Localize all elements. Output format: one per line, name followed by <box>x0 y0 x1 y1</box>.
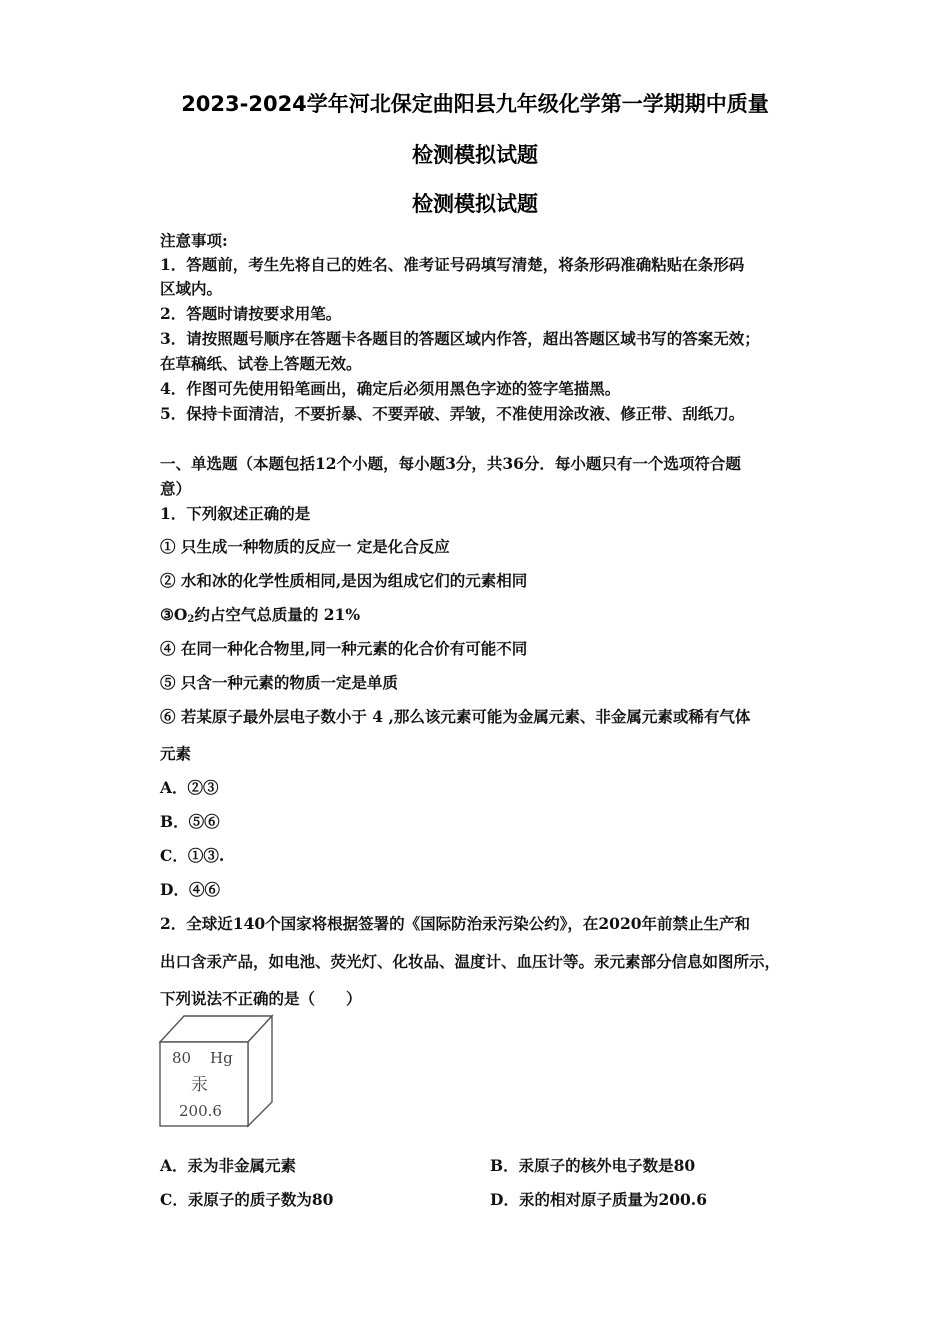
q1-statement-1: ① 只生成一种物质的反应一 定是化合反应 <box>160 537 450 556</box>
mercury-element-cube <box>158 1014 274 1130</box>
section-heading-b: 意） <box>160 479 192 498</box>
q1-option-b: B．⑤⑥ <box>160 812 220 831</box>
element-symbol: Hg <box>210 1049 233 1067</box>
exam-title-line1: 2023-2024学年河北保定曲阳县九年级化学第一学期期中质量 <box>181 92 769 116</box>
q1-statement-6a: ⑥ 若某原子最外层电子数小于 4 ,那么该元素可能为金属元素、非金属元素或稀有气体 <box>160 707 751 726</box>
exam-title-line2: 检测模拟试题 <box>412 143 538 167</box>
element-name: 汞 <box>191 1075 208 1095</box>
notice-line-1a: 1．答题前，考生先将自己的姓名、准考证号码填写清楚，将条形码准确粘贴在条形码 <box>160 255 745 274</box>
q1-statement-3-post: 约占空气总质量的 21% <box>194 605 361 624</box>
q1-option-a: A．②③ <box>160 778 219 797</box>
q2-stem-a: 2．全球近140个国家将根据签署的《国际防治汞污染公约》，在2020年前禁止生产和 <box>160 914 751 933</box>
section-heading-a: 一、单选题（本题包括12个小题，每小题3分，共36分．每小题只有一个选项符合题 <box>160 454 741 473</box>
element-atomic-number: 80 <box>172 1049 192 1067</box>
q1-statement-3 <box>160 603 360 625</box>
q1-statement-4: ④ 在同一种化合物里,同一种元素的化合价有可能不同 <box>160 639 528 658</box>
q1-stem: 1．下列叙述正确的是 <box>160 504 311 523</box>
q1-statement-2: ② 水和冰的化学性质相同,是因为组成它们的元素相同 <box>160 571 528 590</box>
q1-statement-3-sub: 2 <box>187 614 195 625</box>
notice-line-4: 4．作图可先使用铅笔画出，确定后必须用黑色字迹的签字笔描黑。 <box>160 379 621 398</box>
exam-title-line3: 检测模拟试题 <box>412 192 538 216</box>
notice-line-1b: 区域内。 <box>160 279 223 298</box>
notice-heading: 注意事项: <box>160 231 228 250</box>
q2-stem-b: 出口含汞产品，如电池、荧光灯、化妆品、温度计、血压计等。汞元素部分信息如图所示， <box>160 952 781 971</box>
q2-option-a: A．汞为非金属元素 <box>160 1156 297 1175</box>
q2-stem-c: 下列说法不正确的是（ ） <box>160 989 362 1008</box>
q1-statement-6b: 元素 <box>160 744 192 763</box>
element-cube-graphic <box>158 1014 274 1130</box>
q1-option-d: D．④⑥ <box>160 880 220 899</box>
q1-statement-3-pre: ③O <box>160 605 188 624</box>
notice-line-3b: 在草稿纸、试卷上答题无效。 <box>160 354 362 373</box>
element-atomic-mass: 200.6 <box>179 1102 222 1120</box>
q1-statement-5: ⑤ 只含一种元素的物质一定是单质 <box>160 673 398 692</box>
notice-line-5: 5．保持卡面清洁，不要折暴、不要弄破、弄皱，不准使用涂改液、修正带、刮纸刀。 <box>160 404 745 423</box>
q2-option-c: C．汞原子的质子数为80 <box>160 1190 334 1209</box>
q2-option-d: D．汞的相对原子质量为200.6 <box>490 1190 707 1209</box>
notice-line-3a: 3．请按照题号顺序在答题卡各题目的答题区域内作答，超出答题区域书写的答案无效； <box>160 329 760 348</box>
q2-option-b: B．汞原子的核外电子数是80 <box>490 1156 696 1175</box>
notice-line-2: 2．答题时请按要求用笔。 <box>160 304 342 323</box>
q1-option-c: C．①③. <box>160 846 225 865</box>
